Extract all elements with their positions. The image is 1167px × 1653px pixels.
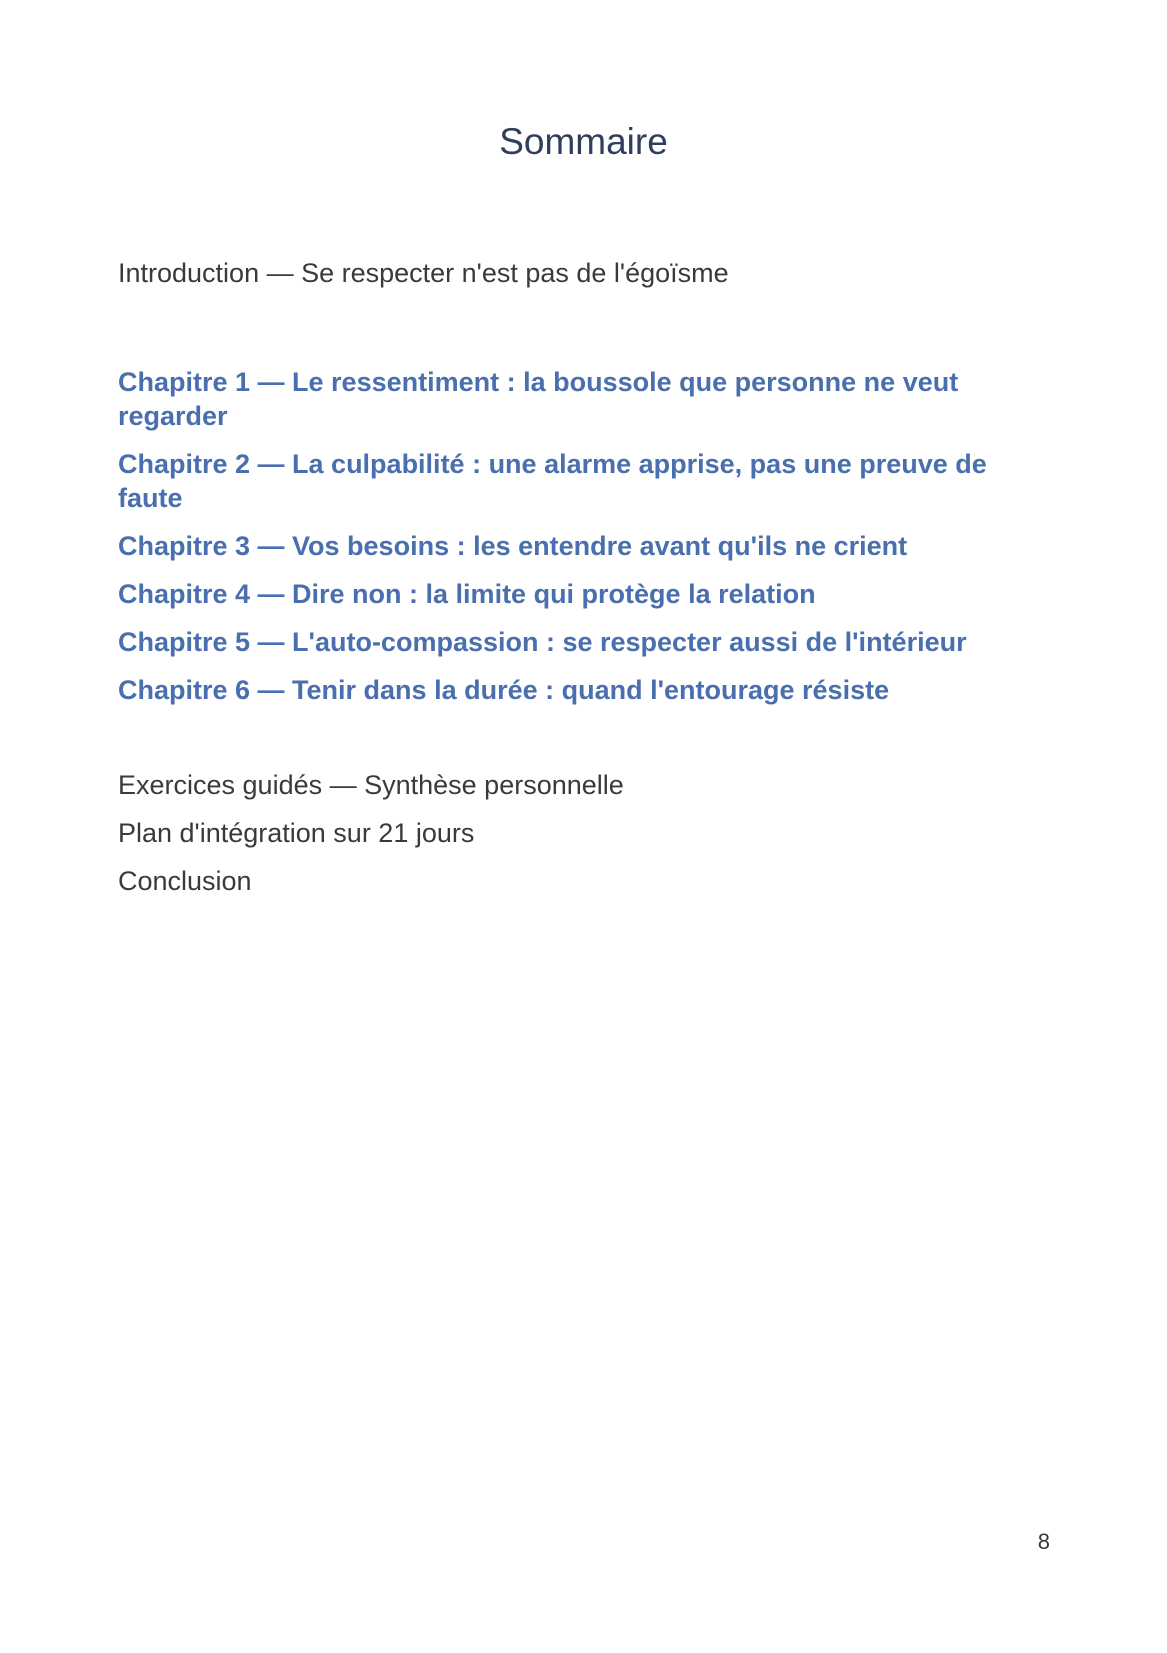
- toc-chapter-list: [118, 365, 1038, 707]
- toc-extras-list: [118, 768, 624, 898]
- toc-chapter-3[interactable]: Chapitre 3 — Vos besoins : les entendre avant qu'ils ne crient: [118, 531, 908, 561]
- toc-exercises[interactable]: Exercices guidés — Synthèse personnelle: [118, 770, 624, 800]
- toc-chapter-5[interactable]: Chapitre 5 — L'auto-compassion : se respecter aussi de l'intérieur: [118, 627, 967, 657]
- toc-chapter-1[interactable]: Chapitre 1 — Le ressentiment : la boussole que personne ne veut regarder: [118, 367, 959, 431]
- page-number: 8: [1037, 1529, 1050, 1554]
- toc-chapter-4[interactable]: Chapitre 4 — Dire non : la limite qui protège la relation: [118, 579, 816, 609]
- toc-integration-plan[interactable]: Plan d'intégration sur 21 jours: [118, 818, 475, 848]
- toc-introduction[interactable]: Introduction — Se respecter n'est pas de l'égoïsme: [118, 258, 729, 288]
- toc-conclusion[interactable]: Conclusion: [118, 866, 252, 896]
- toc-chapter-2[interactable]: Chapitre 2 — La culpabilité : une alarme apprise, pas une preuve de faute: [118, 449, 987, 513]
- toc-chapter-6[interactable]: Chapitre 6 — Tenir dans la durée : quand l'entourage résiste: [118, 675, 890, 705]
- page-title: Sommaire: [499, 121, 668, 162]
